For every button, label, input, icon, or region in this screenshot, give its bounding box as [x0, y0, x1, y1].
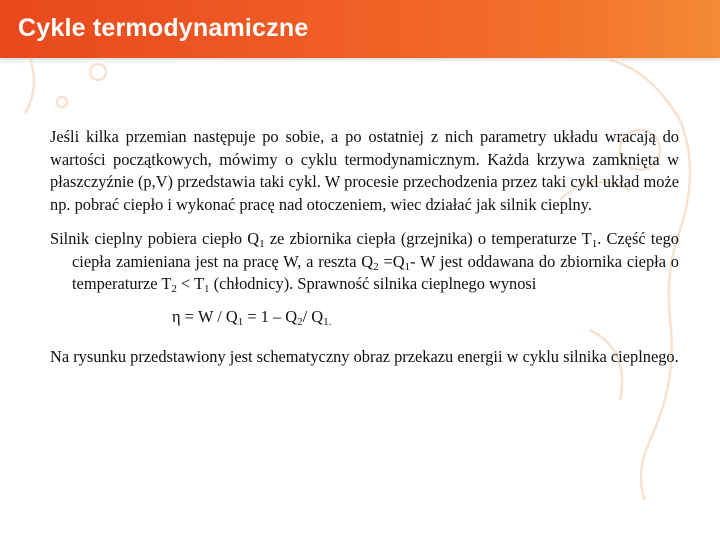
text-run: =Q: [378, 251, 405, 271]
subscript: 2: [297, 315, 303, 328]
figure-note-paragraph: Na rysunku przedstawiony jest schematyczny obraz przekazu energii w cyklu silnika cieplnego.: [50, 347, 679, 366]
text-run: Silnik cieplny pobiera ciepło Q: [50, 229, 260, 248]
formula-run: η = W / Q: [172, 306, 238, 326]
slide-header: [0, 0, 720, 58]
efficiency-formula: [172, 306, 679, 329]
heat-engine-paragraph: [50, 228, 679, 296]
subscript: 1: [259, 238, 265, 250]
subscript: 1.: [323, 315, 332, 328]
text-run: < T: [176, 274, 205, 293]
subscript: 1: [204, 283, 210, 295]
text-run: ze zbiornika ciepła (grzejnika) o temperaturze T: [264, 229, 592, 248]
intro-paragraph: Jeśli kilka przemian następuje po sobie, a po ostatniej z nich parametry układu wracają do wartości początkowych, mówimy o cyklu termodynamicznym. Każda krzywa zamknięta w płaszczyźnie (p,V) przedstawia taki cykl. W procesie przechodzenia przez taki cykl układ może np. pobrać ciepło i wykonać pracę nad otoczeniem, wiec działać jak silnik cieplny.: [50, 127, 679, 214]
formula-run: / Q: [302, 306, 324, 326]
formula-run: = 1 – Q: [243, 306, 298, 326]
slide-body: [50, 126, 679, 369]
subscript: 1: [591, 238, 598, 250]
text-run: (chłodnicy). Sprawność silnika cieplnego wynosi: [209, 274, 537, 293]
text-run: - W jest oddawana do zbiornika ciepła o temperaturze T: [72, 251, 679, 293]
slide-title: Cykle termodynamiczne: [18, 14, 309, 42]
subscript: 1: [237, 315, 244, 328]
subscript: 2: [171, 283, 177, 295]
text-run: . Część tego ciepła zamieniana jest na pracę W, a reszta Q: [72, 229, 679, 271]
subscript: 2: [373, 260, 379, 273]
subscript: 1: [404, 260, 411, 273]
